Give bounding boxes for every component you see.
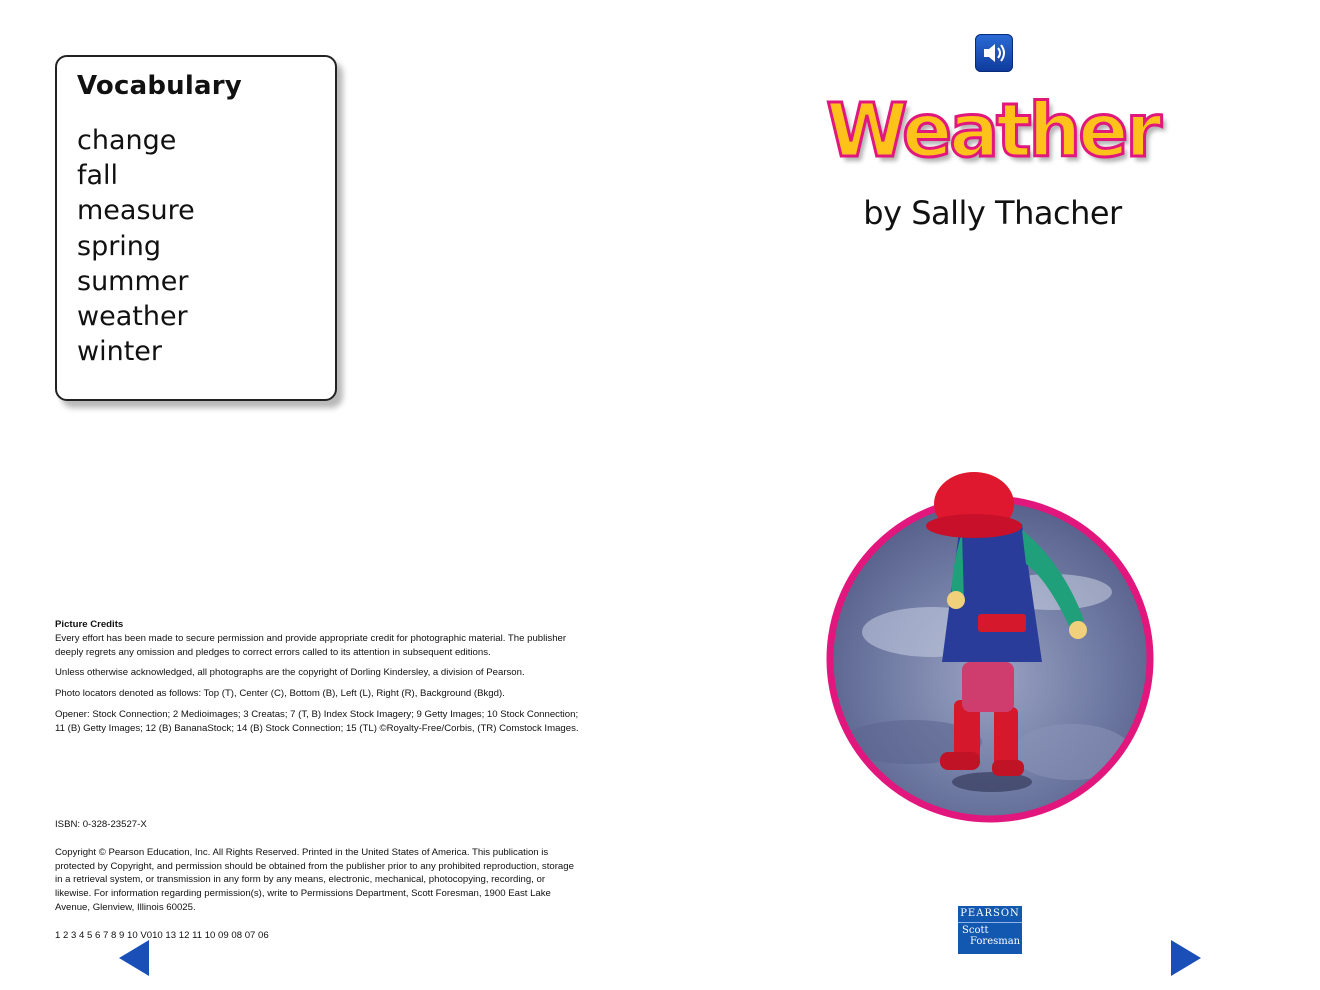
publisher-logo-line2: Foresman bbox=[970, 936, 1021, 947]
audio-button[interactable] bbox=[975, 34, 1013, 72]
printing-line: 1 2 3 4 5 6 7 8 9 10 V010 13 12 11 10 09 08 07 06 bbox=[55, 929, 269, 941]
vocabulary-word: summer bbox=[77, 265, 189, 297]
publisher-logo-line1: Scott bbox=[962, 925, 989, 936]
vocabulary-word: weather bbox=[77, 301, 188, 333]
speaker-icon bbox=[975, 34, 1013, 72]
legal-notice bbox=[55, 818, 575, 957]
vocabulary-word: change bbox=[77, 125, 177, 156]
picture-credits bbox=[55, 618, 585, 743]
credits-paragraph: Unless otherwise acknowledged, all photographs are the copyright of Dorling Kindersley, a division of Pearson. bbox=[55, 667, 525, 679]
vocabulary-box bbox=[55, 55, 337, 401]
publisher-logo-top: PEARSON bbox=[958, 906, 1022, 923]
vocabulary-word: fall bbox=[77, 160, 119, 192]
next-page-button[interactable] bbox=[1169, 940, 1201, 976]
arrow-right-icon bbox=[1169, 940, 1201, 976]
isbn: ISBN: 0-328-23527-X bbox=[55, 819, 147, 830]
vocabulary-title: Vocabulary bbox=[77, 71, 242, 101]
previous-page-button[interactable] bbox=[119, 940, 151, 976]
author-byline: by Sally Thacher bbox=[863, 194, 1122, 232]
vocabulary-word: winter bbox=[77, 336, 162, 368]
picture-credits-heading: Picture Credits bbox=[55, 619, 124, 630]
vocabulary-list bbox=[77, 123, 195, 369]
book-title: Weather bbox=[826, 88, 1159, 174]
credits-paragraph: Photo locators denoted as follows: Top (T), Center (C), Bottom (B), Left (L), Right (R), Background (Bkgd). bbox=[55, 688, 505, 700]
publisher-logo bbox=[958, 906, 1022, 954]
credits-paragraph: Opener: Stock Connection; 2 Medioimages; 3 Creatas; 7 (T, B) Index Stock Imagery; 9 Getty Images; 10 Stock Connection; 11 (B) Getty Images; 12 (B) BananaStock; 14 (B) Stock Connection; 15 (TL) ©Royalty-Free/Corbis, (TR) Comstock Images. bbox=[55, 708, 579, 734]
vocabulary-word: spring bbox=[77, 230, 162, 262]
credits-paragraph: Every effort has been made to secure permission and provide appropriate credit for photographic material. The publisher deeply regrets any omission and pledges to correct errors called to its attention in subsequent editions. bbox=[55, 632, 567, 658]
cover-photo bbox=[822, 452, 1162, 832]
publisher-logo-bottom bbox=[962, 925, 1022, 947]
vocabulary-word: measure bbox=[77, 195, 195, 227]
arrow-left-icon bbox=[119, 940, 151, 976]
copyright-notice: Copyright © Pearson Education, Inc. All Rights Reserved. Printed in the United States of America. This publication is protected by Copyright, and permission should be obtained from the publisher prior to any prohibited reproduction, storage in a retrieval system, or transmission in any form by any means, electronic, mechanical, photocopying, recording, or likewise. For information regarding permission(s), write to Permissions Department, Scott Foresman, 1900 East Lake Avenue, Glenview, Illinois 60025. bbox=[55, 846, 574, 913]
